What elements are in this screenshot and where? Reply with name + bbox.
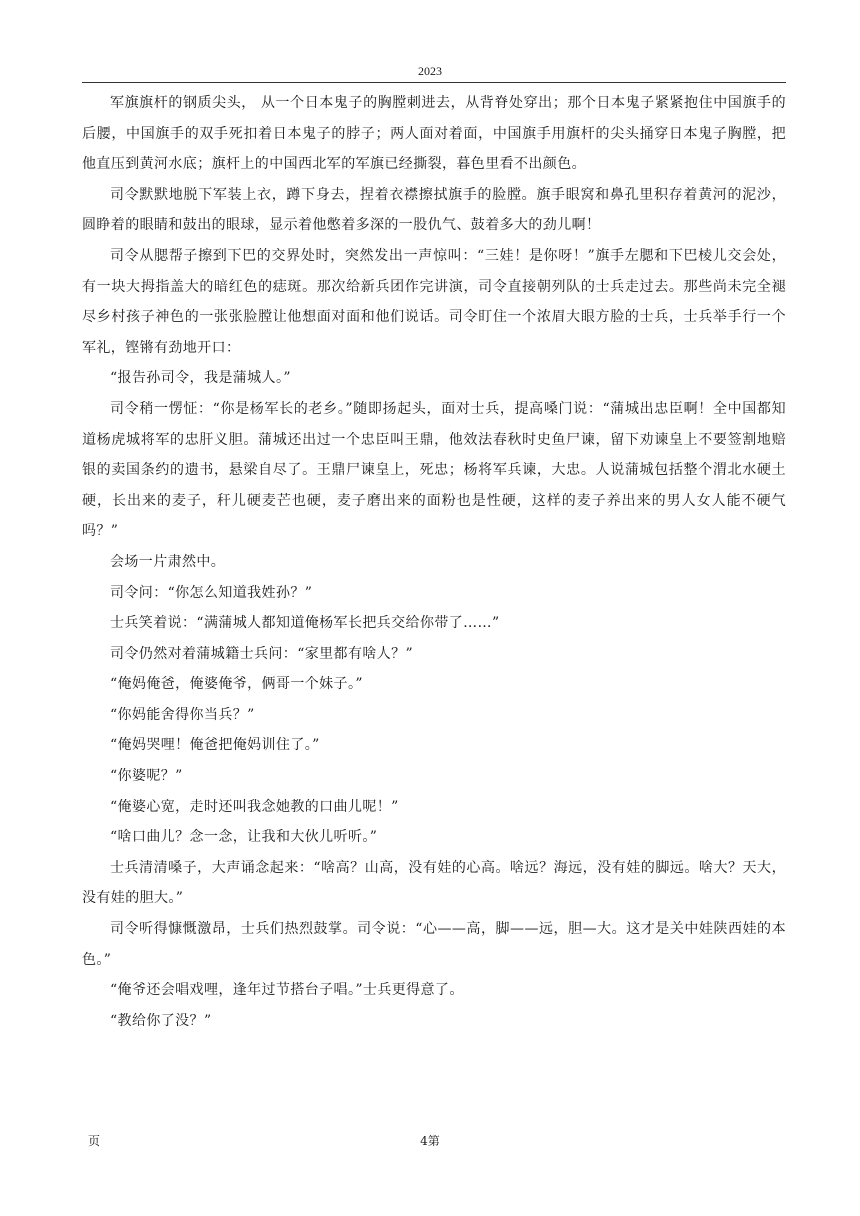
paragraph: “教给你了没？” xyxy=(110,1012,212,1029)
paragraph: 军旗旗杆的钢质尖头， 从一个日本鬼子的胸膛刺进去，从背脊处穿出；那个日本鬼子紧紧抱住中国旗手的后腰，中国旗手的双手死扣着日本鬼子的脖子；两人面对着面，中国旗手用旗杆的尖头捅穿日本鬼子胸膛，把他直压到黄河水底；旗杆上的中国西北军的军旗已经撕裂，暮色里看不出颜色。 xyxy=(82,95,786,173)
article-body xyxy=(82,88,786,1036)
page-header-year: 2023 xyxy=(418,64,442,78)
paragraph: “俺妈哭哩！俺爸把俺妈训住了。” xyxy=(110,737,320,754)
paragraph: 司令问：“你怎么知道我姓孙？” xyxy=(110,584,313,601)
paragraph: 司令听得慷慨激昂，士兵们热烈鼓掌。司令说：“心——高，脚——远，胆—大。这才是关中娃陕西娃的本色。” xyxy=(82,921,786,968)
paragraph: “俺爷还会唱戏哩，逢年过节搭台子唱。”士兵更得意了。 xyxy=(110,982,464,999)
paragraph: “俺妈俺爸，俺婆俺爷，俩哥一个妹子。” xyxy=(110,676,363,693)
paragraph: 司令默默地脱下军装上衣，蹲下身去，捏着衣襟擦拭旗手的脸膛。旗手眼窝和鼻孔里积存着黄河的泥沙，圆睁着的眼睛和鼓出的眼球，显示着他憋着多深的一股仇气、鼓着多大的劲儿啊！ xyxy=(82,186,786,234)
paragraph: “啥口曲儿？念一念，让我和大伙儿听听。” xyxy=(110,829,378,846)
paragraph: “俺婆心宽，走时还叫我念她教的口曲儿呢！” xyxy=(110,798,399,815)
footer-page-label: 页 xyxy=(88,1134,101,1148)
paragraph: 司令稍一愣怔：“你是杨军长的老乡。”随即扬起头，面对士兵，提高嗓门说：“蒲城出忠臣啊！全中国都知道杨虎城将军的忠肝义胆。蒲城还出过一个忠臣叫王鼎，他效法春秋时史鱼尸谏，留下劝谏皇上不要签割地赔银的卖国条约的遗书，悬梁自尽了。王鼎尸谏皇上，死忠；杨将军兵谏，大忠。人说蒲城包括整个渭北水硬土硬，长出来的麦子，秆儿硬麦芒也硬，麦子磨出来的面粉也是性硬，这样的麦子养出来的男人女人能不硬气吗？” xyxy=(82,400,786,540)
paragraph: “报告孙司令，我是蒲城人。” xyxy=(110,370,291,387)
footer-page-number: 4第 xyxy=(420,1134,440,1148)
paragraph: 士兵清清嗓子，大声诵念起来：“啥高？山高，没有娃的心高。啥远？海远，没有娃的脚远。啥大？天大，没有娃的胆大。” xyxy=(82,859,786,907)
paragraph: 会场一片肃然中。 xyxy=(110,553,226,570)
paragraph: “你婆呢？” xyxy=(110,768,183,785)
paragraph: 司令从腮帮子擦到下巴的交界处时，突然发出一声惊叫：“三娃！是你呀！”旗手左腮和下巴棱儿交会处，有一块大拇指盖大的暗红色的痣斑。那次给新兵团作完讲演，司令直接朝列队的士兵走过去。那些尚未完全褪尽乡村孩子神色的一张张脸膛让他想面对面和他们说话。司令盯住一个浓眉大眼方脸的士兵，士兵举手行一个军礼，铿锵有劲地开口： xyxy=(82,247,786,356)
paragraph: 司令仍然对着蒲城籍士兵问：“家里都有啥人？” xyxy=(110,645,414,662)
paragraph: 士兵笑着说：“满蒲城人都知道俺杨军长把兵交给你带了……” xyxy=(110,615,500,632)
header-rule xyxy=(82,82,786,83)
paragraph: “你妈能舍得你当兵？” xyxy=(110,706,255,723)
